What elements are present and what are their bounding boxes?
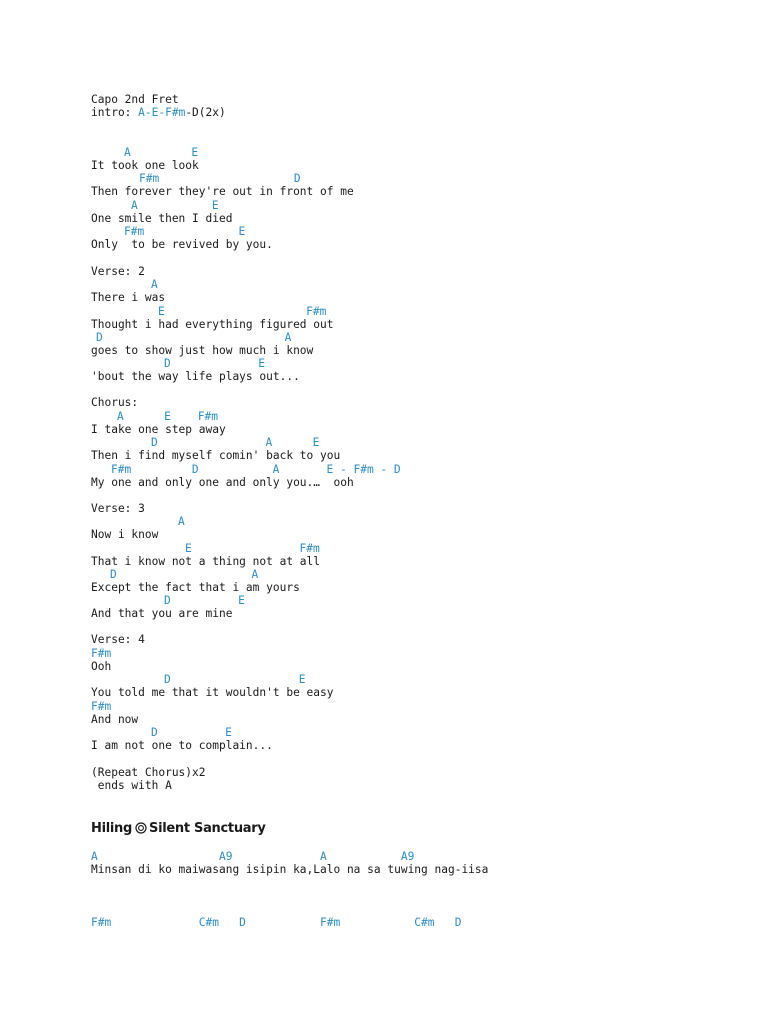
- chord-line: D E: [164, 357, 266, 370]
- song-title-left: Hiling: [91, 821, 133, 836]
- lyric-line: goes to show just how much i know: [91, 344, 314, 357]
- song-title: [91, 822, 266, 837]
- chord-line: D E: [151, 726, 232, 739]
- lyric-line: 'bout the way life plays out...: [91, 370, 300, 383]
- chord-line: F#m E: [124, 225, 246, 238]
- lyric-line: That i know not a thing not at all: [91, 555, 321, 568]
- intro-label: intro:: [91, 106, 139, 119]
- chord-line: A E F#m: [117, 410, 219, 423]
- intro-tail: -D(2x): [185, 106, 226, 119]
- chord-line: F#m D A E - F#m - D: [111, 463, 401, 476]
- chord-line: D A: [96, 331, 292, 344]
- chord-line: E F#m: [158, 305, 327, 318]
- lyric-line: Only to be revived by you.: [91, 238, 273, 251]
- lyric-line: There i was: [91, 291, 166, 304]
- lyric-line: Then forever they're out in front of me: [91, 185, 354, 198]
- chord-line: F#m C#m D F#m C#m D: [91, 916, 462, 929]
- section-label: Chorus:: [91, 396, 139, 409]
- intro-line: [91, 106, 226, 119]
- lyric-line: Now i know: [91, 528, 159, 541]
- chord-line: D E: [164, 594, 245, 607]
- chord-line: F#m D: [139, 172, 301, 185]
- lyric-line: Thought i had everything figured out: [91, 318, 334, 331]
- lyric-line: Ooh: [91, 660, 112, 673]
- chord-line: D A: [110, 568, 259, 581]
- intro-chords: A-E-F#m: [138, 106, 186, 119]
- chord-line: A: [178, 515, 185, 528]
- capo-line: Capo 2nd Fret: [91, 93, 179, 106]
- lyric-line: It took one look: [91, 159, 199, 172]
- lyric-line: Minsan di ko maiwasang isipin ka,Lalo na sa tuwing nag-iisa: [91, 863, 489, 876]
- chord-line: D A E: [151, 436, 320, 449]
- chord-line: A A9 A A9: [91, 850, 415, 863]
- repeat-instruction: (Repeat Chorus)x2: [91, 766, 206, 779]
- chord-line: D E: [164, 673, 306, 686]
- lyric-line: One smile then I died: [91, 212, 233, 225]
- section-label: Verse: 4: [91, 633, 145, 646]
- circle-copyright-icon: [135, 822, 147, 837]
- section-label: Verse: 3: [91, 502, 145, 515]
- chord-line: A E: [124, 146, 199, 159]
- chord-line: F#m: [91, 647, 112, 660]
- lyric-line: My one and only one and only you.… ooh: [91, 476, 354, 489]
- ending-instruction: ends with A: [91, 779, 172, 792]
- lyric-line: And that you are mine: [91, 607, 233, 620]
- lyric-line: Except the fact that i am yours: [91, 581, 300, 594]
- chord-line: E F#m: [185, 542, 320, 555]
- lyric-line: You told me that it wouldn't be easy: [91, 686, 334, 699]
- lyric-line: Then i find myself comin' back to you: [91, 449, 341, 462]
- lyric-line: And now: [91, 713, 139, 726]
- lyric-line: I take one step away: [91, 423, 226, 436]
- lyric-line: I am not one to complain...: [91, 739, 273, 752]
- section-label: Verse: 2: [91, 265, 145, 278]
- song-title-right: Silent Sanctuary: [149, 821, 266, 836]
- chord-line: F#m: [91, 700, 112, 713]
- chord-line: A E: [131, 199, 219, 212]
- chord-line: A: [151, 278, 158, 291]
